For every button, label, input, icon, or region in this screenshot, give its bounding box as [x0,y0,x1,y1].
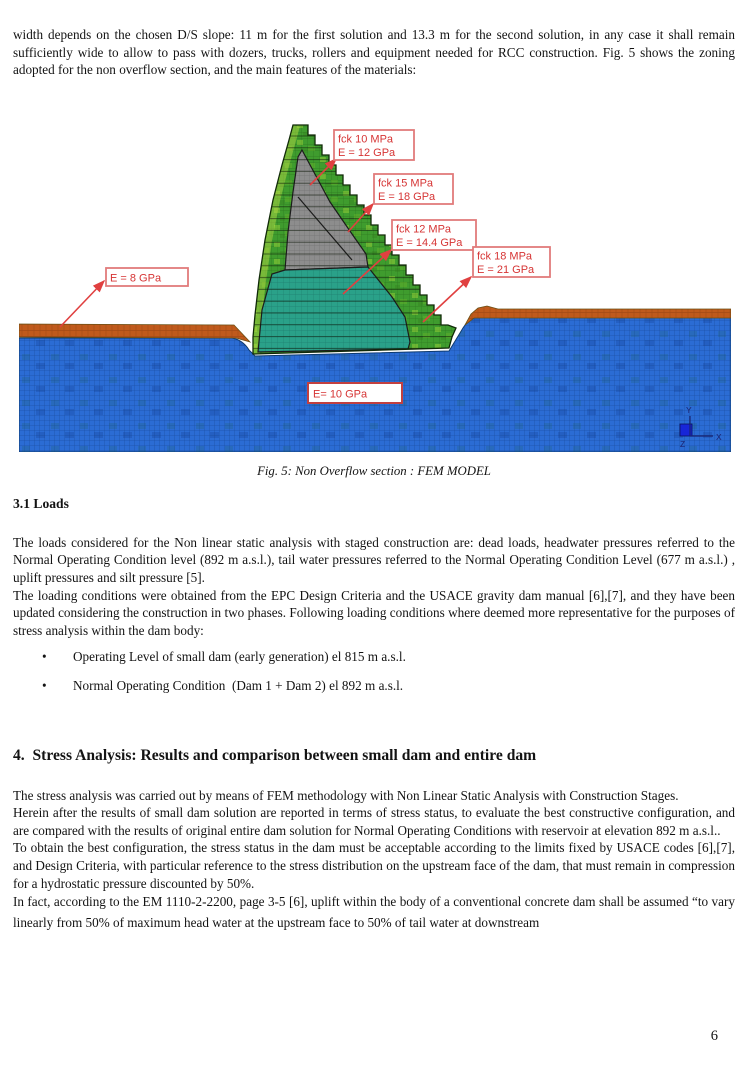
page-number: 6 [710,1028,718,1044]
fem-figure [13,120,735,452]
svg-text:E = 14.4 GPa: E = 14.4 GPa [396,236,463,249]
bullet-icon: • [42,677,47,693]
stress-paragraph-4: In fact, according to the EM 1110-2-2200, page 3-5 [6], uplift within the body of a conventional concrete dam shall be assumed “to vary linearly from 50% of maximum head water at the upstream face to 50% of tail water at downstream [13,894,735,930]
callout-box-fck18 [473,247,550,277]
intro-paragraph: width depends on the chosen D/S slope: 11 m for the first solution and 13.3 m for the second solution, in any case it shall remain sufficiently wide to allow to pass with dozers, trucks, rollers and equipment needed for RCC construction. Fig. 5 shows the zoning adopted for the non overflow section, and the main features of the materials: [13,27,735,78]
svg-text:fck 18 MPa: fck 18 MPa [477,250,533,263]
loads-paragraph-1: The loads considered for the Non linear static analysis with staged construction are: dead loads, headwater pressures referred to the Normal Operating Condition level (892 m a.s.l.), tail water pressures referred to the Normal Operating Condition Level (677 m a.s.l.) , uplift pressures and silt pressure [5]. [13,534,735,585]
svg-text:Z: Z [680,438,686,449]
bullet-icon: • [42,649,47,665]
section-4-heading: 4. Stress Analysis: Results and comparison between small dam and entire dam [13,746,537,764]
svg-text:fck 10 MPa: fck 10 MPa [338,133,394,146]
callout-arrow [60,281,104,327]
svg-text:X: X [716,431,722,442]
callout-box-e10 [308,383,402,403]
svg-text:E = 18 GPa: E = 18 GPa [378,190,436,203]
loads-paragraph-2: The loading conditions were obtained from the EPC Design Criteria and the USACE gravity dam manual [6],[7], and they have been updated considering the construction in two phases. Following loading conditions where deemed more representative for the purposes of stress analysis within the dam body: [13,587,735,638]
bullet-list [13,648,735,694]
callout-box-fck10 [334,130,414,160]
callout-box-fck12 [392,220,476,250]
callout-box-e8 [106,268,188,286]
svg-text:fck 15 MPa: fck 15 MPa [378,177,434,190]
svg-text:Y: Y [686,404,692,415]
stress-paragraph-2: Herein after the results of small dam solution are reported in terms of stress status, to evaluate the best constructive configuration, and are compared with the results of original entire dam solution for Normal Operating Conditions with reservoir at elevation 892 m a.s.l.. [13,805,735,838]
bullet-item [13,648,735,666]
stress-paragraph-3: To obtain the best configuration, the stress status in the dam must be acceptable according to the limits fixed by USACE codes [6],[7], and Design Criteria, with particular reference to the stress distribution on the upstream face of the dam, that must remain in compression for a hydrostatic pressure discounted by 50%. [13,840,735,891]
figure-caption: Fig. 5: Non Overflow section : FEM MODEL [257,463,491,478]
bullet-item [13,677,735,695]
stress-paragraph-1: The stress analysis was carried out by means of FEM methodology with Non Linear Static Analysis with Construction Stages. [13,787,679,803]
svg-text:fck 12 MPa: fck 12 MPa [396,223,452,236]
bullet-text: Normal Operating Condition (Dam 1 + Dam 2) el 892 m a.s.l. [73,677,404,693]
svg-text:E = 12 GPa: E = 12 GPa [338,146,396,159]
callout-arrow [423,277,471,322]
svg-text:E = 8 GPa: E = 8 GPa [110,272,162,285]
fem-model-svg [19,120,731,452]
section-3-1-heading: 3.1 Loads [13,495,69,511]
svg-text:E = 21 GPa: E = 21 GPa [477,263,535,276]
svg-text:E= 10 GPa: E= 10 GPa [313,388,368,401]
bullet-text: Operating Level of small dam (early generation) el 815 m a.s.l. [73,649,406,665]
callout-box-fck15 [374,174,453,204]
